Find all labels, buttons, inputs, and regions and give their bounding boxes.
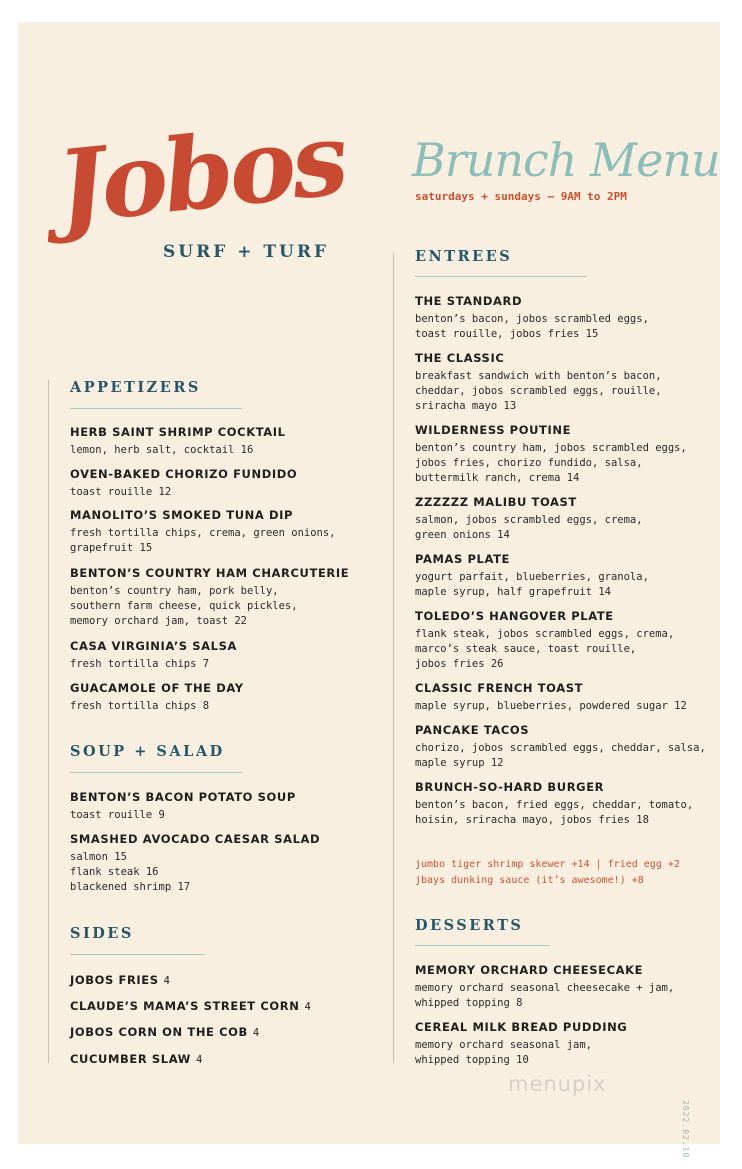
side-item-price: 4 (163, 975, 170, 987)
menu-item-name: TOLEDO’S HANGOVER PLATE (415, 609, 614, 623)
section-rule (415, 945, 550, 946)
section-rule (70, 954, 205, 955)
menu-item-description: toast rouille 9 (70, 809, 165, 821)
menu-item-description: yogurt parfait, blueberries, granola, maple syrup, half grapefruit 14 (415, 571, 649, 599)
menu-title: Brunch Menu (412, 133, 720, 187)
menu-item-description: toast rouille 12 (70, 486, 172, 498)
menu-item-description: lemon, herb salt, cocktail 16 (70, 444, 254, 456)
section-heading-sides: SIDES (70, 925, 134, 942)
section-heading-appetizers: APPETIZERS (70, 379, 201, 396)
menu-item-name: PAMAS PLATE (415, 552, 510, 566)
menu-item-name: THE CLASSIC (415, 351, 505, 365)
menu-item-name: THE STANDARD (415, 294, 523, 308)
side-item-price: 4 (252, 1027, 260, 1039)
menu-item-description: memory orchard seasonal cheesecake + jam, whipped topping 8 (415, 982, 675, 1010)
section-rule (415, 276, 587, 277)
brand-tagline: SURF + TURF (163, 242, 330, 262)
menu-item-name: WILDERNESS POUTINE (415, 423, 572, 437)
menu-item-description: benton’s country ham, pork belly, southern farm cheese, quick pickles, memory orchard jam, toast 22 (70, 585, 298, 628)
menu-item-description: benton’s bacon, fried eggs, cheddar, tomato, hoisin, sriracha mayo, jobos fries 18 (415, 799, 694, 827)
service-hours: saturdays + sundays — 9AM to 2PM (415, 190, 627, 203)
menu-item-description: benton’s country ham, jobos scrambled eggs, jobos fries, chorizo fundido, salsa, buttermilk ranch, crema 14 (415, 442, 687, 485)
section-heading-entrees: ENTREES (415, 248, 513, 265)
menu-item-name: PANCAKE TACOS (415, 723, 530, 737)
menu-item-description: chorizo, jobos scrambled eggs, cheddar, salsa, maple syrup 12 (415, 742, 706, 770)
menu-item-name: BRUNCH-SO-HARD BURGER (415, 780, 605, 794)
section-rule (70, 408, 242, 409)
right-column-divider (393, 252, 394, 1063)
side-item (70, 973, 170, 987)
side-item-name: CLAUDE’S MAMA’S STREET CORN (70, 999, 300, 1013)
date-code: 2022.02.10 (681, 1100, 690, 1159)
menu-item-name: HERB SAINT SHRIMP COCKTAIL (70, 425, 286, 439)
addon-line: jbays dunking sauce (it’s awesome!) +8 (415, 874, 644, 886)
addon-line: jumbo tiger shrimp skewer +14 | fried egg +2 (415, 859, 680, 870)
section-heading-soup-salad: SOUP + SALAD (70, 743, 225, 760)
menu-item-name: CEREAL MILK BREAD PUDDING (415, 1020, 628, 1034)
menu-item-description: fresh tortilla chips 7 (70, 658, 210, 670)
menu-item-name: BENTON’S COUNTRY HAM CHARCUTERIE (70, 566, 350, 580)
addons-block (415, 857, 680, 888)
menu-item-description: salmon, jobos scrambled eggs, crema, green onions 14 (415, 514, 643, 542)
left-column-divider (48, 380, 49, 1063)
menu-item-name: MEMORY ORCHARD CHEESECAKE (415, 963, 644, 977)
menu-item-name: ZZZZZZ MALIBU TOAST (415, 495, 577, 509)
menu-item-description: flank steak, jobos scrambled eggs, crema, marco’s steak sauce, toast rouille, jobos fries 26 (415, 628, 675, 671)
watermark: menupix (508, 1072, 607, 1096)
menu-item-name: GUACAMOLE OF THE DAY (70, 681, 244, 695)
side-item (70, 1052, 202, 1066)
menu-item-name: BENTON’S BACON POTATO SOUP (70, 790, 296, 804)
menu-item-description: memory orchard seasonal jam, whipped topping 10 (415, 1039, 593, 1067)
menu-item-name: OVEN-BAKED CHORIZO FUNDIDO (70, 467, 298, 481)
menu-item-name: MANOLITO’S SMOKED TUNA DIP (70, 508, 294, 522)
side-item-price: 4 (304, 1001, 311, 1013)
menu-item-description: fresh tortilla chips 8 (70, 700, 210, 712)
section-rule (70, 772, 242, 773)
menu-item-name: SMASHED AVOCADO CAESAR SALAD (70, 832, 321, 846)
side-item (70, 999, 311, 1013)
section-heading-desserts: DESSERTS (415, 917, 524, 934)
side-item-price: 4 (195, 1054, 203, 1066)
side-item-name: CUCUMBER SLAW (70, 1052, 191, 1066)
menu-item-name: CLASSIC FRENCH TOAST (415, 681, 584, 695)
menu-item-description: maple syrup, blueberries, powdered sugar 12 (415, 700, 687, 712)
menu-item-description: breakfast sandwich with benton’s bacon, cheddar, jobos scrambled eggs, rouille, sriracha mayo 13 (415, 370, 662, 413)
menu-item-description: benton’s bacon, jobos scrambled eggs, toast rouille, jobos fries 15 (415, 313, 649, 341)
menu-item-name: CASA VIRGINIA’S SALSA (70, 639, 237, 653)
menu-item-description: salmon 15 flank steak 16 blackened shrimp 17 (70, 851, 191, 894)
brand-name: Jobos (51, 99, 350, 247)
menu-item-description: fresh tortilla chips, crema, green onions, grapefruit 15 (70, 527, 336, 555)
side-item (70, 1025, 259, 1039)
side-item-name: JOBOS FRIES (70, 973, 159, 987)
side-item-name: JOBOS CORN ON THE COB (70, 1025, 248, 1039)
